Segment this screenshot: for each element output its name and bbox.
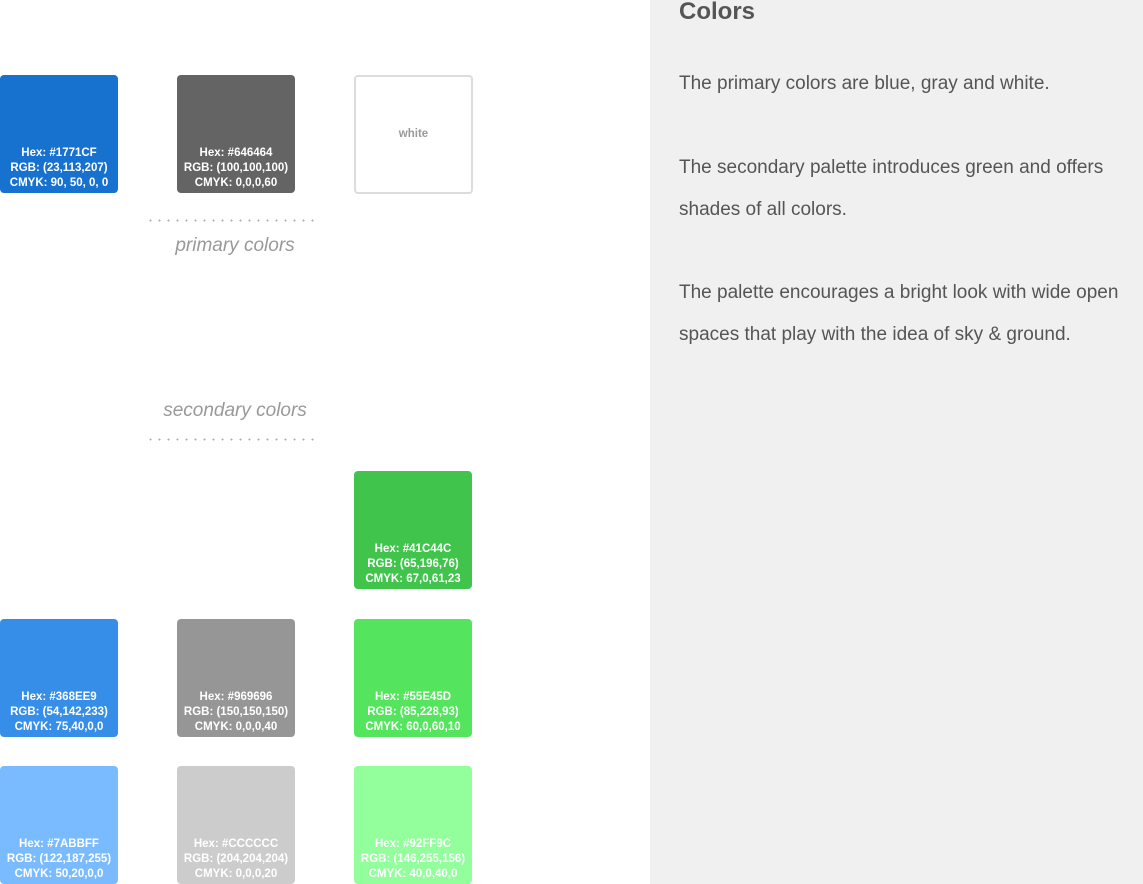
swatch-secondary-blue-light <box>0 766 118 884</box>
swatch-hex: Hex: #92FF9C <box>374 838 452 850</box>
swatch-secondary-gray-mid <box>177 619 295 737</box>
swatch-secondary-gray-light <box>177 766 295 884</box>
swatch-hex: Hex: #41C44C <box>374 543 452 555</box>
swatch-rgb: RGB: (85,228,93) <box>367 706 459 718</box>
swatch-rgb: RGB: (100,100,100) <box>183 162 289 174</box>
swatch-cmyk: CMYK: 0,0,0,20 <box>194 868 278 880</box>
swatch-primary-gray <box>177 75 295 193</box>
swatch-rgb: RGB: (122,187,255) <box>6 853 112 865</box>
swatch-hex: Hex: #1771CF <box>21 147 97 159</box>
swatch-cmyk: CMYK: 90, 50, 0, 0 <box>9 177 109 189</box>
panel-paragraph: The palette encourages a bright look with wide open spaces that play with the idea of sky & ground. <box>679 282 1119 345</box>
swatch-secondary-green-light <box>354 766 472 884</box>
swatch-rgb: RGB: (65,196,76) <box>367 558 459 570</box>
swatch-cmyk: CMYK: 67,0,61,23 <box>365 573 461 585</box>
swatch-cmyk: CMYK: 40,0,40,0 <box>368 868 458 880</box>
panel-title: Colors <box>679 0 756 25</box>
swatch-cmyk: CMYK: 0,0,0,40 <box>194 721 278 733</box>
swatch-hex: Hex: #55E45D <box>374 691 452 703</box>
swatch-hex: Hex: #368EE9 <box>21 691 97 703</box>
swatch-rgb: RGB: (204,204,204) <box>183 853 289 865</box>
swatch-hex: Hex: #646464 <box>199 147 273 159</box>
primary-divider <box>146 219 320 222</box>
swatch-hex: Hex: #7ABBFF <box>19 838 99 850</box>
swatch-rgb: RGB: (23,113,207) <box>10 162 108 174</box>
swatch-cmyk: CMYK: 0,0,0,60 <box>194 177 278 189</box>
swatch-rgb: RGB: (146,255,156) <box>360 853 466 865</box>
swatch-rgb: RGB: (150,150,150) <box>183 706 289 718</box>
description-panel <box>650 0 1143 884</box>
panel-paragraph: The primary colors are blue, gray and white. <box>679 73 1050 94</box>
swatch-secondary-blue-mid <box>0 619 118 737</box>
swatch-hex: Hex: #CCCCCC <box>193 838 279 850</box>
swatch-cmyk: CMYK: 60,0,60,10 <box>365 721 461 733</box>
swatch-cmyk: CMYK: 50,20,0,0 <box>14 868 104 880</box>
panel-paragraph: The secondary palette introduces green and offers shades of all colors. <box>679 157 1104 220</box>
secondary-caption: secondary colors <box>163 400 307 421</box>
secondary-divider <box>146 438 320 441</box>
swatch-secondary-green <box>354 471 472 589</box>
swatch-cmyk: CMYK: 75,40,0,0 <box>14 721 104 733</box>
swatch-label: white <box>398 128 429 140</box>
swatch-primary-white <box>354 75 473 194</box>
swatch-primary-blue <box>0 75 118 193</box>
swatch-secondary-green-mid <box>354 619 472 737</box>
swatch-rgb: RGB: (54,142,233) <box>10 706 108 718</box>
swatch-hex: Hex: #969696 <box>199 691 273 703</box>
primary-caption: primary colors <box>175 235 295 256</box>
